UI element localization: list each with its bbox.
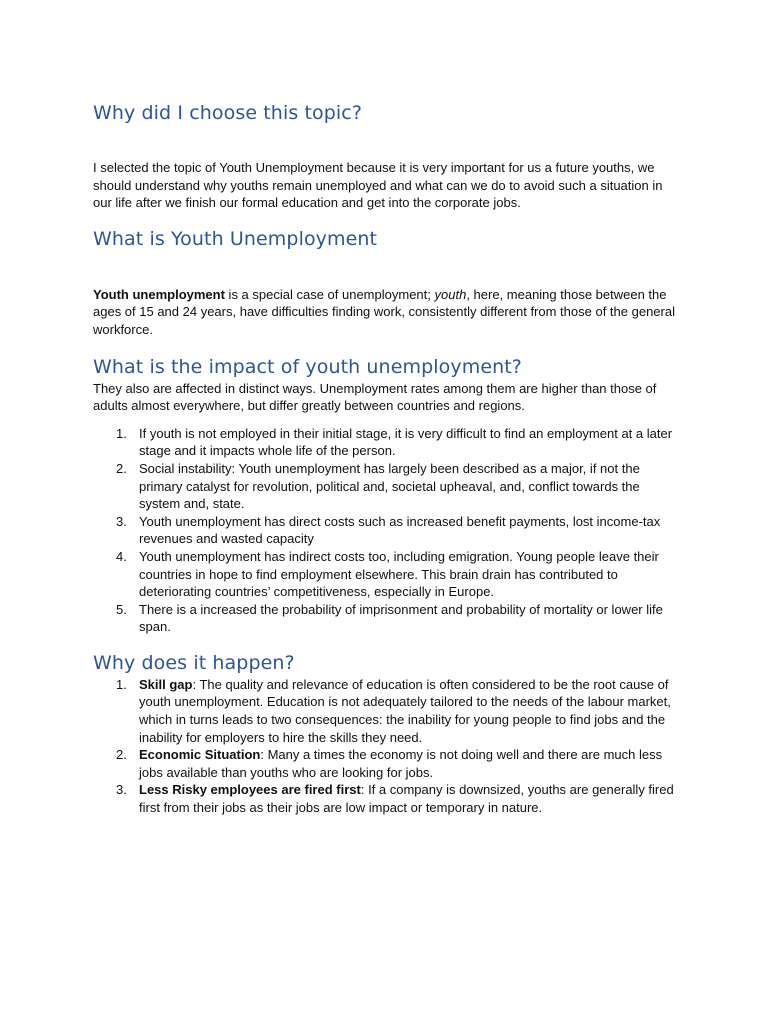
list-number: 3. [116,782,127,798]
definition-term-italic: youth [434,286,467,302]
list-item-text: Youth unemployment has indirect costs too, including emigration. Young people leave their countries in hope to find employment elsewhere. This brain drain has contributed to deteriorating countries’ competitiveness, especially in Europe. [139,548,659,600]
cause-term: Less Risky employees are fired first [139,782,361,798]
impact-list-item [93,513,683,548]
list-number: 2. [116,747,127,763]
heading-why-does-it-happen: Why does it happen? [93,651,295,674]
list-number: 1. [116,676,127,692]
impact-list-item [93,548,683,601]
impact-list [93,425,683,636]
cause-term: Economic Situation [139,747,261,763]
list-item-text: Social instability: Youth unemployment has largely been described as a major, if not the primary catalyst for revolution, political and, societal upheaval, and, conflict towards the system and, state. [139,460,640,512]
list-item-text: Youth unemployment has direct costs such as increased benefit payments, lost income-tax revenues and wasted capacity [139,513,661,547]
definition-text-1: is a special case of unemployment; [224,286,435,302]
impact-list-item [93,460,683,513]
list-number: 2. [116,460,127,476]
cause-term: Skill gap [139,676,193,692]
causes-list [93,676,683,817]
paragraph-impact: They also are affected in distinct ways. Unemployment rates among them are higher than those of adults almost everywhere, but differ greatly between countries and regions. [93,380,657,414]
list-number: 5. [116,601,127,617]
causes-list-item [93,781,683,816]
list-number: 1. [116,425,127,441]
definition-text-2: , here, meaning those between the ages of 15 and 24 years, have difficulties finding work, consistently different from those of the general workforce. [93,286,675,337]
cause-text: : The quality and relevance of education is often considered to be the root cause of youth unemployment. Education is not adequately tailored to the needs of the labour market, which in turns leads to two consequences: the inability for young people to find jobs and the inability for employers to hire the skills they need. [139,676,671,745]
causes-list-item [93,746,683,781]
list-item-text: There is a increased the probability of imprisonment and probability of mortality or lower life span. [139,601,663,635]
cause-text: : If a company is downsized, youths are generally fired first from their jobs as their jobs are low impact or temporary in nature. [139,782,674,816]
impact-list-item [93,601,683,636]
list-item-text: If youth is not employed in their initial stage, it is very difficult to find an employment at a later stage and it impacts whole life of the person. [139,425,673,459]
definition-term: Youth unemployment [93,286,225,302]
list-number: 3. [116,513,127,529]
impact-list-item [93,425,683,460]
paragraph-definition [93,286,683,339]
cause-text: : Many a times the economy is not doing well and there are much less jobs available than youths who are looking for jobs. [139,747,663,780]
list-number: 4. [116,548,127,564]
document-page [93,100,683,817]
heading-impact: What is the impact of youth unemployment? [93,355,522,378]
causes-list-item [93,676,683,746]
heading-what-is-youth-unemployment: What is Youth Unemployment [93,227,378,250]
paragraph-why-choose-topic: I selected the topic of Youth Unemployment because it is very important for us a future youths, we should understand why youths remain unemployed and what can we do to avoid such a situation in our life after we finish our formal education and get into the corporate jobs. [93,160,663,211]
heading-why-choose-topic: Why did I choose this topic? [93,102,363,124]
